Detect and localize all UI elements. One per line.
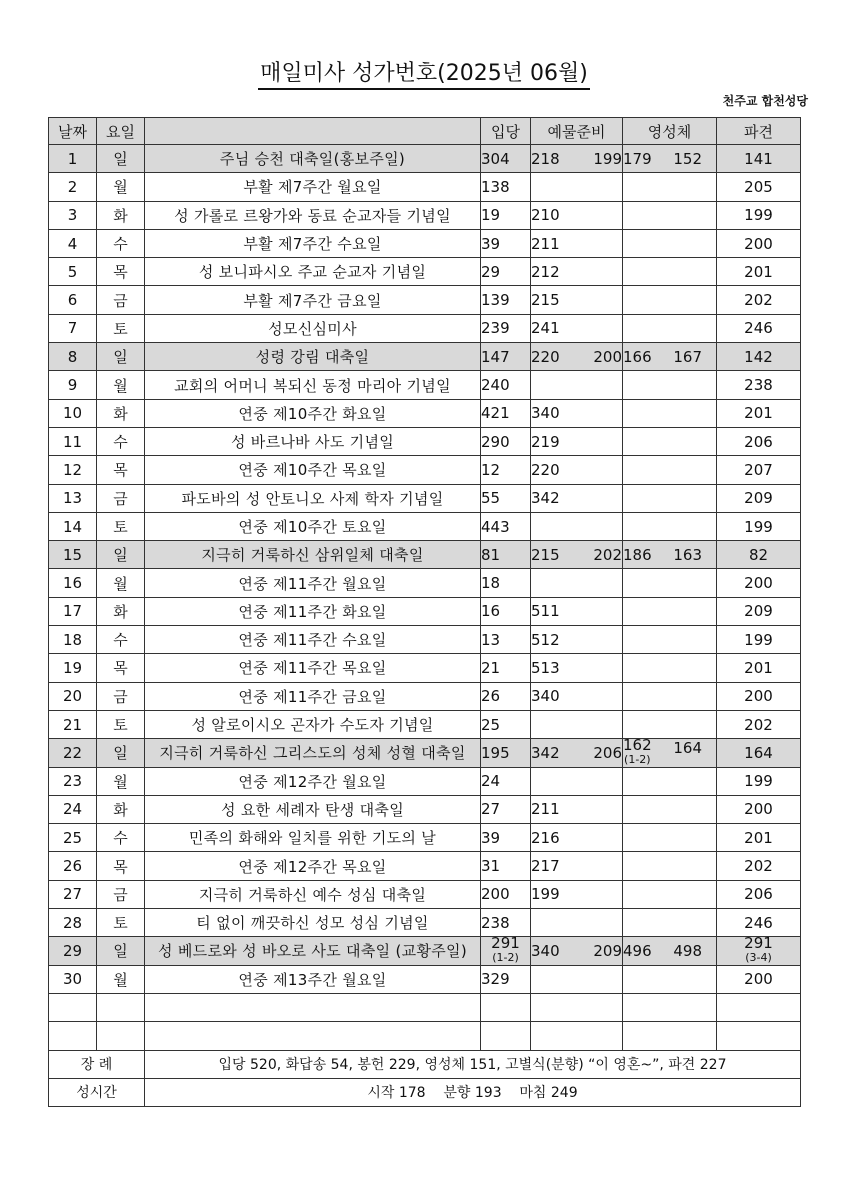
communion-cell [623, 767, 717, 795]
day-cell: 12 [49, 456, 97, 484]
weekday-cell: 금 [97, 880, 145, 908]
feast-name-cell: 티 없이 깨끗하신 성모 성심 기념일 [145, 909, 481, 937]
day-cell: 11 [49, 427, 97, 455]
entrance-cell: 29 [481, 258, 531, 286]
communion-cell [623, 654, 717, 682]
day-cell: 28 [49, 909, 97, 937]
offertory-cell: 340 [531, 399, 623, 427]
communion-cell [623, 427, 717, 455]
day-cell: 23 [49, 767, 97, 795]
table-row [49, 710, 801, 738]
table-row [49, 343, 801, 371]
feast-name-cell: 부활 제7주간 수요일 [145, 229, 481, 257]
communion-cell [623, 229, 717, 257]
entrance-cell: 26 [481, 682, 531, 710]
day-cell: 14 [49, 512, 97, 540]
table-row [49, 173, 801, 201]
dismissal-cell: 206 [717, 427, 801, 455]
offertory-cell: 513 [531, 654, 623, 682]
dismissal-cell: 207 [717, 456, 801, 484]
holy-hour-row [49, 1078, 801, 1106]
header-offertory: 예물준비 [531, 118, 623, 145]
entrance-cell: 200 [481, 880, 531, 908]
feast-name-cell: 성 베드로와 성 바오로 사도 대축일 (교황주일) [145, 937, 481, 965]
entrance-cell: 421 [481, 399, 531, 427]
day-cell: 16 [49, 569, 97, 597]
funeral-hymns: 입당 520, 화답송 54, 봉헌 229, 영성체 151, 고별식(분향) “이 영혼~”, 파견 227 [145, 1050, 801, 1078]
weekday-cell: 화 [97, 597, 145, 625]
offertory-cell [531, 965, 623, 993]
weekday-cell: 목 [97, 456, 145, 484]
offertory-cell: 199 [531, 880, 623, 908]
funeral-row [49, 1050, 801, 1078]
dismissal-cell: 200 [717, 795, 801, 823]
day-cell: 7 [49, 314, 97, 342]
feast-name-cell: 민족의 화해와 일치를 위한 기도의 날 [145, 824, 481, 852]
table-row [49, 739, 801, 767]
dismissal-cell: 202 [717, 286, 801, 314]
weekday-cell: 수 [97, 626, 145, 654]
entrance-cell: 24 [481, 767, 531, 795]
dismissal-cell: 246 [717, 909, 801, 937]
communion-cell [623, 909, 717, 937]
offertory-cell: 211 [531, 795, 623, 823]
entrance-cell: 329 [481, 965, 531, 993]
offertory-cell: 218 199 [531, 145, 623, 173]
weekday-cell: 토 [97, 909, 145, 937]
entrance-cell: 290 [481, 427, 531, 455]
table-row [49, 909, 801, 937]
feast-name-cell: 성 요한 세례자 탄생 대축일 [145, 795, 481, 823]
offertory-cell [531, 710, 623, 738]
table-row [49, 484, 801, 512]
communion-cell [623, 456, 717, 484]
communion-cell [623, 512, 717, 540]
table-row [49, 258, 801, 286]
table-row [49, 965, 801, 993]
entrance-cell: 238 [481, 909, 531, 937]
offertory-cell: 511 [531, 597, 623, 625]
hymn-schedule-table [48, 117, 801, 1107]
entrance-cell: 31 [481, 852, 531, 880]
feast-name-cell: 연중 제11주간 화요일 [145, 597, 481, 625]
weekday-cell: 월 [97, 173, 145, 201]
feast-name-cell: 성모신심미사 [145, 314, 481, 342]
dismissal-cell: 200 [717, 682, 801, 710]
feast-name-cell: 연중 제11주간 수요일 [145, 626, 481, 654]
dismissal-cell: 199 [717, 512, 801, 540]
dismissal-cell: 199 [717, 626, 801, 654]
dismissal-cell: 199 [717, 767, 801, 795]
dismissal-cell: 199 [717, 201, 801, 229]
entrance-cell: 21 [481, 654, 531, 682]
entrance-cell: 18 [481, 569, 531, 597]
day-cell: 20 [49, 682, 97, 710]
weekday-cell: 수 [97, 824, 145, 852]
table-row [49, 229, 801, 257]
feast-name-cell: 부활 제7주간 금요일 [145, 286, 481, 314]
day-cell: 27 [49, 880, 97, 908]
communion-cell [623, 824, 717, 852]
feast-name-cell: 부활 제7주간 월요일 [145, 173, 481, 201]
offertory-cell: 217 [531, 852, 623, 880]
weekday-cell: 목 [97, 258, 145, 286]
feast-name-cell: 연중 제11주간 목요일 [145, 654, 481, 682]
feast-name-cell: 연중 제10주간 토요일 [145, 512, 481, 540]
table-row [49, 399, 801, 427]
day-cell: 4 [49, 229, 97, 257]
dismissal-cell: 201 [717, 399, 801, 427]
dismissal-cell: 141 [717, 145, 801, 173]
header-dismissal: 파견 [717, 118, 801, 145]
weekday-cell: 일 [97, 739, 145, 767]
weekday-cell: 화 [97, 201, 145, 229]
dismissal-cell: 205 [717, 173, 801, 201]
dismissal-cell: 200 [717, 569, 801, 597]
day-cell: 30 [49, 965, 97, 993]
day-cell: 8 [49, 343, 97, 371]
weekday-cell: 금 [97, 484, 145, 512]
day-cell: 18 [49, 626, 97, 654]
communion-cell [623, 880, 717, 908]
feast-name-cell: 성 알로이시오 곤자가 수도자 기념일 [145, 710, 481, 738]
communion-cell [623, 258, 717, 286]
parish-name: 천주교 합천성당 [722, 94, 808, 108]
entrance-cell: 138 [481, 173, 531, 201]
feast-name-cell: 지극히 거룩하신 그리스도의 성체 성혈 대축일 [145, 739, 481, 767]
weekday-cell: 월 [97, 569, 145, 597]
offertory-cell [531, 512, 623, 540]
holy-hour-label: 성시간 [49, 1078, 145, 1106]
dismissal-cell: 201 [717, 654, 801, 682]
weekday-cell: 화 [97, 795, 145, 823]
weekday-cell: 목 [97, 852, 145, 880]
weekday-cell: 토 [97, 512, 145, 540]
offertory-cell: 212 [531, 258, 623, 286]
communion-cell: 496 498 [623, 937, 717, 965]
offertory-cell: 216 [531, 824, 623, 852]
dismissal-cell: 246 [717, 314, 801, 342]
day-cell: 29 [49, 937, 97, 965]
day-cell: 25 [49, 824, 97, 852]
table-row [49, 824, 801, 852]
table-row [49, 145, 801, 173]
holy-hour-hymns: 시작 178 분향 193 마침 249 [145, 1078, 801, 1106]
day-cell: 5 [49, 258, 97, 286]
communion-cell [623, 682, 717, 710]
entrance-cell: 304 [481, 145, 531, 173]
offertory-cell: 211 [531, 229, 623, 257]
feast-name-cell: 연중 제12주간 월요일 [145, 767, 481, 795]
table-row [49, 795, 801, 823]
dismissal-cell: 238 [717, 371, 801, 399]
communion-cell [623, 371, 717, 399]
dismissal-cell: 202 [717, 852, 801, 880]
feast-name-cell: 연중 제10주간 화요일 [145, 399, 481, 427]
weekday-cell: 화 [97, 399, 145, 427]
offertory-cell: 342 206 [531, 739, 623, 767]
communion-cell [623, 173, 717, 201]
blank-row [49, 993, 801, 1021]
dismissal-cell: 201 [717, 824, 801, 852]
weekday-cell: 수 [97, 427, 145, 455]
day-cell: 10 [49, 399, 97, 427]
day-cell: 3 [49, 201, 97, 229]
table-row [49, 512, 801, 540]
table-row [49, 427, 801, 455]
communion-cell: 166 167 [623, 343, 717, 371]
table-row [49, 597, 801, 625]
day-cell: 24 [49, 795, 97, 823]
feast-name-cell: 연중 제11주간 월요일 [145, 569, 481, 597]
communion-cell [623, 201, 717, 229]
table-row [49, 541, 801, 569]
table-row [49, 314, 801, 342]
table-body [49, 145, 801, 994]
offertory-cell [531, 173, 623, 201]
entrance-cell: 239 [481, 314, 531, 342]
feast-name-cell: 성 바르나바 사도 기념일 [145, 427, 481, 455]
dismissal-cell: 206 [717, 880, 801, 908]
offertory-cell: 512 [531, 626, 623, 654]
offertory-cell [531, 371, 623, 399]
communion-cell [623, 710, 717, 738]
entrance-cell: 55 [481, 484, 531, 512]
table-row [49, 767, 801, 795]
communion-cell [623, 314, 717, 342]
feast-name-cell: 지극히 거룩하신 삼위일체 대축일 [145, 541, 481, 569]
offertory-cell: 210 [531, 201, 623, 229]
day-cell: 1 [49, 145, 97, 173]
header-entrance: 입당 [481, 118, 531, 145]
communion-cell [623, 286, 717, 314]
offertory-cell [531, 767, 623, 795]
weekday-cell: 월 [97, 371, 145, 399]
table-row [49, 880, 801, 908]
dismissal-cell: 200 [717, 229, 801, 257]
feast-name-cell: 연중 제12주간 목요일 [145, 852, 481, 880]
dismissal-cell: 209 [717, 597, 801, 625]
weekday-cell: 일 [97, 343, 145, 371]
feast-name-cell: 교회의 어머니 복되신 동정 마리아 기념일 [145, 371, 481, 399]
entrance-cell: 16 [481, 597, 531, 625]
dismissal-cell: 291 (3-4) [717, 937, 801, 965]
dismissal-cell: 201 [717, 258, 801, 286]
feast-name-cell: 성 보니파시오 주교 순교자 기념일 [145, 258, 481, 286]
entrance-cell: 443 [481, 512, 531, 540]
dismissal-cell: 164 [717, 739, 801, 767]
entrance-cell: 139 [481, 286, 531, 314]
day-cell: 22 [49, 739, 97, 767]
day-cell: 19 [49, 654, 97, 682]
communion-cell: 162 (1-2) 164 [623, 739, 717, 767]
dismissal-cell: 200 [717, 965, 801, 993]
feast-name-cell: 연중 제11주간 금요일 [145, 682, 481, 710]
feast-name-cell: 주님 승천 대축일(홍보주일) [145, 145, 481, 173]
entrance-cell: 13 [481, 626, 531, 654]
table-row [49, 456, 801, 484]
weekday-cell: 월 [97, 965, 145, 993]
entrance-cell: 195 [481, 739, 531, 767]
day-cell: 13 [49, 484, 97, 512]
communion-cell [623, 569, 717, 597]
table-row [49, 937, 801, 965]
communion-cell [623, 626, 717, 654]
feast-name-cell: 지극히 거룩하신 예수 성심 대축일 [145, 880, 481, 908]
weekday-cell: 수 [97, 229, 145, 257]
offertory-cell: 215 202 [531, 541, 623, 569]
communion-cell: 179 152 [623, 145, 717, 173]
table-row [49, 626, 801, 654]
weekday-cell: 토 [97, 710, 145, 738]
entrance-cell: 39 [481, 824, 531, 852]
offertory-cell: 220 200 [531, 343, 623, 371]
feast-name-cell: 연중 제10주간 목요일 [145, 456, 481, 484]
table-row [49, 286, 801, 314]
entrance-cell: 25 [481, 710, 531, 738]
offertory-cell [531, 909, 623, 937]
header-communion: 영성체 [623, 118, 717, 145]
entrance-cell: 27 [481, 795, 531, 823]
communion-cell [623, 795, 717, 823]
weekday-cell: 금 [97, 286, 145, 314]
communion-cell [623, 399, 717, 427]
weekday-cell: 일 [97, 937, 145, 965]
day-cell: 21 [49, 710, 97, 738]
funeral-label: 장 례 [49, 1050, 145, 1078]
weekday-cell: 월 [97, 767, 145, 795]
header-feast [145, 118, 481, 145]
day-cell: 26 [49, 852, 97, 880]
table-row [49, 371, 801, 399]
header-day: 날짜 [49, 118, 97, 145]
offertory-cell: 340 [531, 682, 623, 710]
table-row [49, 852, 801, 880]
offertory-cell: 340 209 [531, 937, 623, 965]
entrance-cell: 240 [481, 371, 531, 399]
feast-name-cell: 성 가롤로 르왕가와 동료 순교자들 기념일 [145, 201, 481, 229]
entrance-cell: 19 [481, 201, 531, 229]
offertory-cell: 342 [531, 484, 623, 512]
entrance-cell: 291 (1-2) [481, 937, 531, 965]
communion-cell [623, 597, 717, 625]
communion-cell [623, 484, 717, 512]
table-row [49, 569, 801, 597]
page-title: 매일미사 성가번호(2025년 06월) [0, 56, 848, 87]
entrance-cell: 81 [481, 541, 531, 569]
offertory-cell: 215 [531, 286, 623, 314]
offertory-cell [531, 569, 623, 597]
table-header-row [49, 118, 801, 145]
day-cell: 17 [49, 597, 97, 625]
offertory-cell: 241 [531, 314, 623, 342]
table-row [49, 654, 801, 682]
entrance-cell: 147 [481, 343, 531, 371]
communion-cell: 186 163 [623, 541, 717, 569]
communion-cell [623, 965, 717, 993]
weekday-cell: 일 [97, 145, 145, 173]
offertory-cell: 219 [531, 427, 623, 455]
feast-name-cell: 파도바의 성 안토니오 사제 학자 기념일 [145, 484, 481, 512]
day-cell: 6 [49, 286, 97, 314]
header-weekday: 요일 [97, 118, 145, 145]
weekday-cell: 목 [97, 654, 145, 682]
communion-cell [623, 852, 717, 880]
entrance-cell: 39 [481, 229, 531, 257]
dismissal-cell: 209 [717, 484, 801, 512]
dismissal-cell: 82 [717, 541, 801, 569]
feast-name-cell: 성령 강림 대축일 [145, 343, 481, 371]
dismissal-cell: 142 [717, 343, 801, 371]
table-row [49, 201, 801, 229]
offertory-cell: 220 [531, 456, 623, 484]
weekday-cell: 일 [97, 541, 145, 569]
day-cell: 9 [49, 371, 97, 399]
table-footer [49, 993, 801, 1106]
weekday-cell: 토 [97, 314, 145, 342]
day-cell: 2 [49, 173, 97, 201]
weekday-cell: 금 [97, 682, 145, 710]
entrance-cell: 12 [481, 456, 531, 484]
blank-row [49, 1022, 801, 1050]
feast-name-cell: 연중 제13주간 월요일 [145, 965, 481, 993]
dismissal-cell: 202 [717, 710, 801, 738]
day-cell: 15 [49, 541, 97, 569]
table-row [49, 682, 801, 710]
